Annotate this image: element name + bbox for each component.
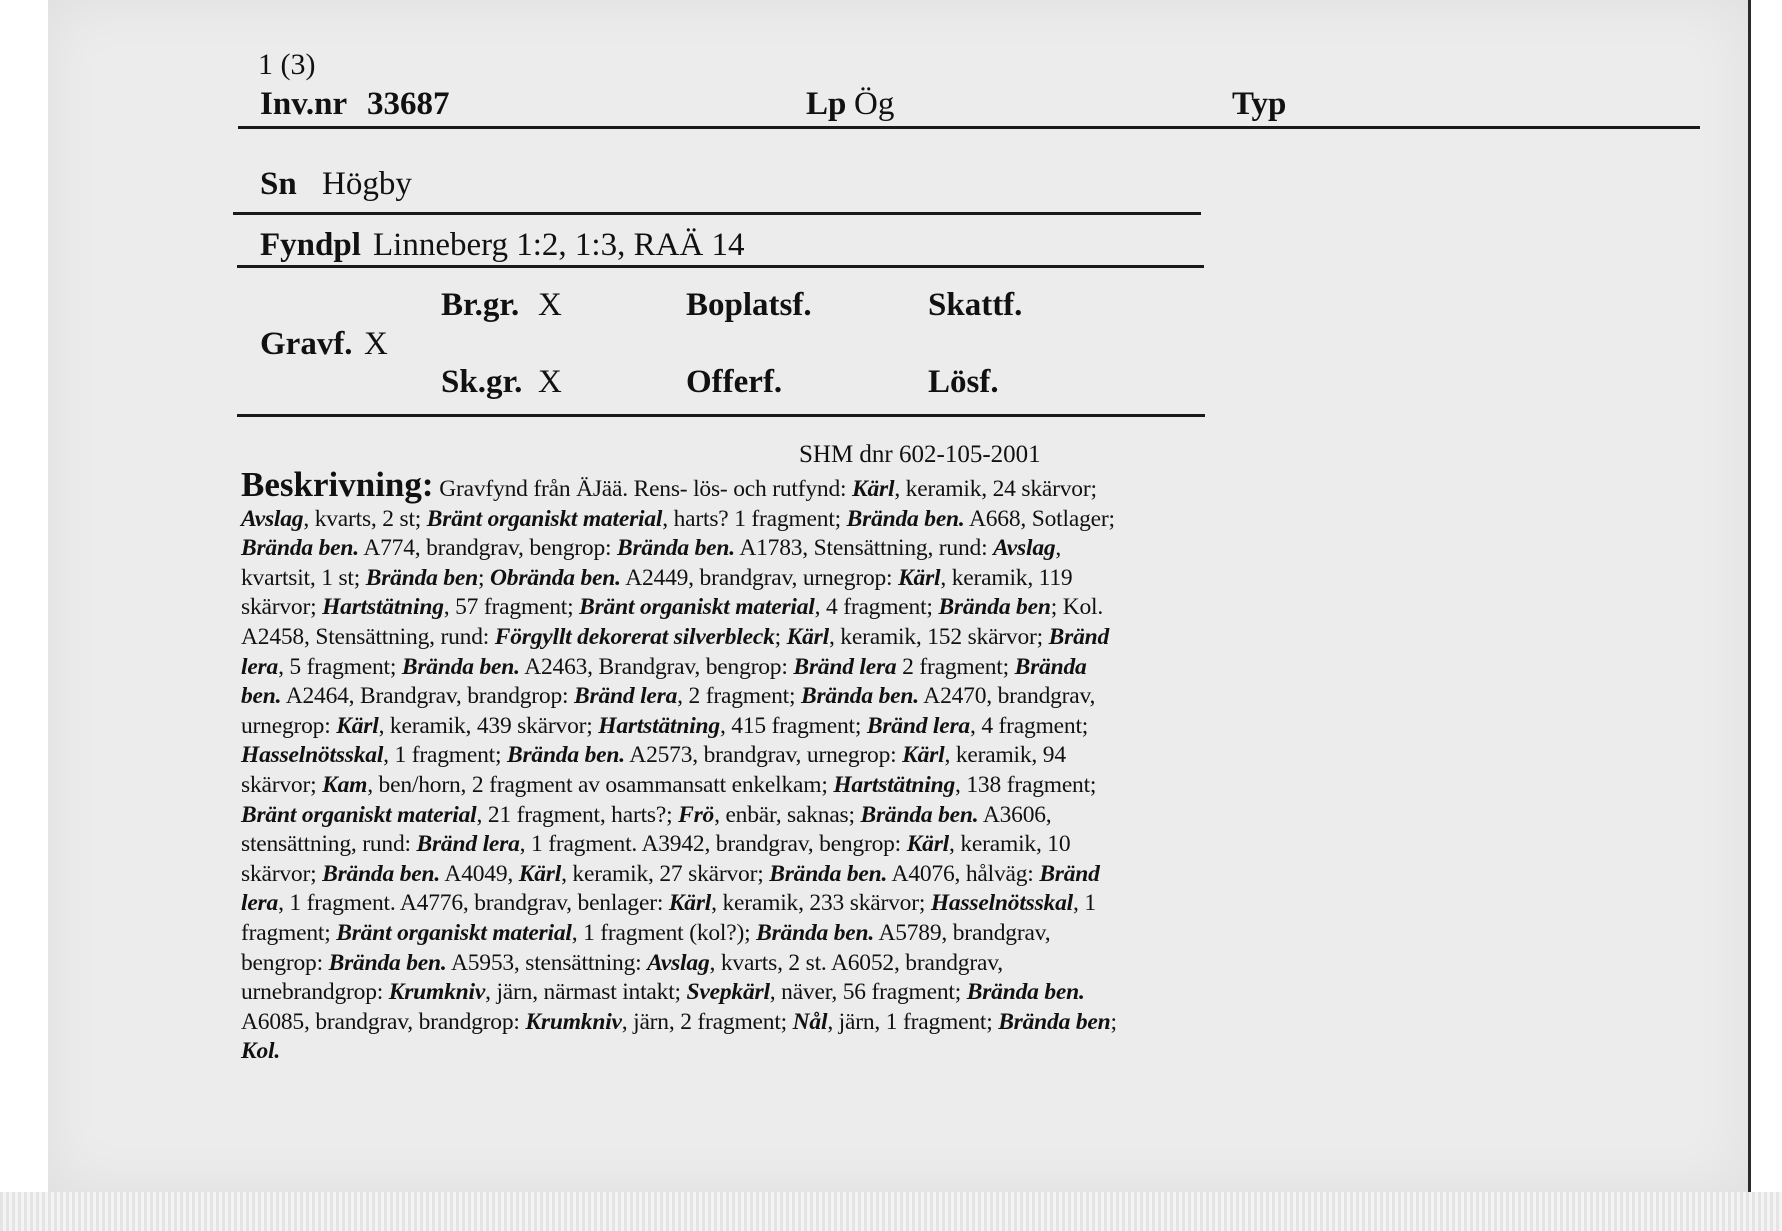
description-text: 2 fragment; [896, 653, 1015, 680]
page-number: 1 (3) [258, 48, 316, 81]
boplatsf-label: Boplatsf. [686, 287, 812, 323]
item-name: Bränd lera [866, 712, 970, 739]
item-name: Bränt organiskt material [579, 594, 815, 621]
description-text: , näver, 56 fragment; [769, 979, 967, 1006]
item-name: Brända ben. [617, 535, 735, 562]
description-text: A1783, Stensättning, rund: [734, 535, 994, 562]
item-name: Krumkniv [525, 1008, 622, 1035]
skgr-label: Sk.gr. [441, 364, 523, 400]
item-name: Brända ben [938, 594, 1051, 621]
item-name: Brända ben. [966, 979, 1085, 1006]
item-name: Avslag [647, 949, 710, 976]
item-name: Bränt organiskt material [336, 919, 572, 946]
description-text: , 1 [1073, 890, 1096, 917]
description-text: , keramik, 24 skärvor; [894, 476, 1097, 502]
item-name: Svepkärl [686, 979, 770, 1006]
item-name: Hasselnötsskal [930, 890, 1073, 917]
sn-rule [233, 212, 1201, 215]
description-text: A4076, hålväg: [887, 860, 1040, 887]
description-text: stensättning, rund: [241, 831, 417, 858]
description-text: A6085, brandgrav, brandgrop: [241, 1008, 526, 1035]
description-line-3 [241, 564, 1211, 594]
item-name: Hartstätning [598, 712, 720, 739]
item-name: Kärl [518, 860, 562, 887]
description-text: , 4 fragment; [969, 712, 1089, 739]
item-name: Obrända ben. [490, 564, 621, 591]
sn-value: Högby [322, 166, 412, 202]
description-text: , järn, 2 fragment; [621, 1008, 793, 1035]
description-text: , keramik, 439 skärvor; [378, 712, 599, 739]
item-name: Bränd [1048, 623, 1110, 650]
description-text: , keramik, 119 [940, 564, 1073, 591]
fyndpl-value: Linneberg 1:2, 1:3, RAÄ 14 [373, 227, 745, 263]
description-line-15 [241, 919, 1211, 949]
item-name: Kärl [898, 564, 941, 591]
description-text: A4049, [440, 860, 519, 887]
description-text: ; [478, 564, 491, 591]
skattf-label: Skattf. [928, 287, 1023, 323]
item-name: Brända ben [365, 564, 479, 591]
item-name: Krumkniv [388, 979, 486, 1006]
item-name: Kol. [241, 1038, 281, 1065]
description-line-14 [241, 889, 1211, 919]
item-name: Brända ben. [328, 949, 447, 976]
description-text: fragment; [241, 919, 337, 946]
description-line-10 [241, 771, 1211, 801]
description-text: A2573, brandgrav, urnegrop: [624, 742, 903, 769]
item-name: Bränd lera [793, 653, 897, 680]
item-name: lera [241, 653, 279, 680]
description-text: , keramik, 27 skärvor; [561, 860, 770, 887]
description-text: ; [1110, 1008, 1117, 1035]
description-text: , keramik, 152 skärvor; [828, 623, 1049, 650]
description-line-9 [241, 741, 1211, 771]
item-name: Brända ben. [860, 801, 979, 828]
item-name: Bränd [1039, 860, 1100, 887]
description-text: skärvor; [241, 860, 323, 887]
description-line-12 [241, 830, 1211, 860]
gravf-label: Gravf. [260, 326, 353, 362]
description-text: A2458, Stensättning, rund: [241, 623, 495, 650]
type-grid-rule [237, 414, 1205, 417]
description-text: skärvor; [241, 594, 323, 621]
description-text: , järn, närmast intakt; [485, 979, 687, 1006]
item-name: Kärl [906, 831, 950, 858]
item-name: Frö [678, 801, 715, 828]
item-name: Hasselnötsskal [241, 742, 384, 769]
description-text: urnegrop: [241, 712, 337, 739]
description-text: , keramik, 94 [944, 742, 1066, 769]
description-text: A2464, Brandgrav, brandgrop: [281, 683, 575, 710]
item-name: Hartstätning [322, 594, 444, 621]
description-text: , keramik, 233 skärvor; [711, 890, 931, 917]
description-line-11 [241, 801, 1211, 831]
losf-label: Lösf. [928, 364, 999, 400]
description-text: , ben/horn, 2 fragment av osammansatt enkelkam; [367, 771, 834, 798]
description-line-0 [241, 465, 1211, 505]
item-name: Brända ben. [401, 653, 520, 680]
scan-edge [0, 1192, 1782, 1231]
item-name: Bränd lera [574, 683, 678, 710]
inv-label: Inv.nr [260, 86, 348, 122]
description-text: A3606, [978, 801, 1052, 828]
description-text: A2470, brandgrav, [918, 683, 1096, 710]
shm-dnr: SHM dnr 602-105-2001 [799, 441, 1041, 468]
item-name: Brända ben [998, 1008, 1111, 1035]
item-name: Brända ben. [769, 860, 888, 887]
sn-label: Sn [260, 166, 297, 202]
description-text: , keramik, 10 [949, 831, 1071, 858]
item-name: Kam [322, 771, 368, 798]
description-text: , [1055, 535, 1062, 562]
description-line-18 [241, 1008, 1211, 1038]
item-name: Kärl [668, 890, 712, 917]
description-text: Gravfynd från ÄJää. Rens- lös- och rutfynd: [439, 476, 853, 502]
description-text: , 138 fragment; [955, 771, 1097, 798]
description-text: A2449, brandgrav, urnegrop: [620, 564, 899, 591]
item-name: Kärl [902, 742, 945, 769]
brgr-value: X [538, 287, 562, 323]
description-line-13 [241, 860, 1211, 890]
description-text: , järn, 1 fragment; [827, 1008, 999, 1035]
description-text: , enbär, saknas; [714, 801, 861, 828]
description-text: ; Kol. [1050, 594, 1104, 621]
item-name: Bränt organiskt material [241, 801, 477, 828]
item-name: Bränd lera [416, 831, 520, 858]
description-text: , 1 fragment (kol?); [571, 919, 757, 946]
item-name: Hartstätning [833, 771, 956, 798]
brgr-label: Br.gr. [441, 287, 520, 323]
beskrivning-block [241, 465, 1211, 1067]
description-text: skärvor; [241, 771, 323, 798]
item-name: Kärl [336, 712, 379, 739]
description-line-16 [241, 949, 1211, 979]
description-text: , kvarts, 2 st. A6052, brandgrav, [709, 949, 1003, 976]
description-line-4 [241, 593, 1211, 623]
typ-label: Typ [1232, 86, 1287, 122]
item-name: Förgyllt dekorerat silverbleck [494, 623, 775, 650]
description-text: , 21 fragment, harts?; [476, 801, 679, 828]
description-text: , 1 fragment. A4776, brandgrav, benlager: [278, 890, 669, 917]
item-name: Brända ben. [322, 860, 441, 887]
skgr-value: X [538, 364, 562, 400]
item-name: Kärl [786, 623, 829, 650]
description-text: , kvarts, 2 st; [303, 505, 427, 532]
item-name: Bränt organiskt material [426, 505, 663, 532]
item-name: Avslag [241, 505, 304, 532]
item-name: Brända ben. [800, 683, 919, 710]
description-text: , 1 fragment. A3942, brandgrav, bengrop: [519, 831, 907, 858]
description-text: , 4 fragment; [814, 594, 939, 621]
item-name: ben. [241, 683, 282, 710]
description-text: , 5 fragment; [278, 653, 402, 680]
item-name: Kärl [852, 476, 895, 502]
gravf-value: X [364, 326, 388, 362]
item-name: Brända ben. [241, 535, 359, 562]
description-text: , 415 fragment; [719, 712, 867, 739]
description-text: ; [774, 623, 787, 650]
description-line-6 [241, 653, 1211, 683]
header-rule [238, 126, 1700, 129]
inv-value: 33687 [367, 86, 450, 122]
description-text: A774, brandgrav, bengrop: [358, 535, 617, 562]
description-line-1 [241, 505, 1211, 535]
fyndpl-rule [237, 265, 1204, 268]
description-line-19 [241, 1037, 1211, 1067]
description-text: A5789, brandgrav, [874, 919, 1051, 946]
lp-label: Lp [806, 86, 847, 122]
item-name: Brända ben. [846, 505, 965, 532]
item-name: Brända ben. [506, 742, 625, 769]
description-text: , harts? 1 fragment; [662, 505, 847, 532]
fyndpl-label: Fyndpl [260, 227, 361, 263]
description-text: A668, Sotlager; [964, 505, 1115, 532]
description-line-17 [241, 978, 1211, 1008]
description-text: , 57 fragment; [443, 594, 580, 621]
beskrivning-label: Beskrivning: [241, 465, 434, 504]
lp-value: Ög [854, 86, 895, 122]
description-text: A5953, stensättning: [446, 949, 648, 976]
description-text: , 1 fragment; [383, 742, 507, 769]
description-line-2 [241, 534, 1211, 564]
description-text: bengrop: [241, 949, 329, 976]
description-text: kvartsit, 1 st; [241, 564, 366, 591]
offerf-label: Offerf. [686, 364, 783, 400]
item-name: Brända ben. [756, 919, 875, 946]
item-name: Brända [1014, 653, 1087, 680]
description-line-8 [241, 712, 1211, 742]
item-name: lera [241, 890, 279, 917]
description-line-7 [241, 682, 1211, 712]
description-text: A2463, Brandgrav, bengrop: [519, 653, 794, 680]
item-name: Avslag [993, 535, 1056, 562]
description-text: urnebrandgrop: [241, 979, 389, 1006]
description-text: , 2 fragment; [677, 683, 801, 710]
description-line-5 [241, 623, 1211, 653]
item-name: Nål [792, 1008, 828, 1035]
